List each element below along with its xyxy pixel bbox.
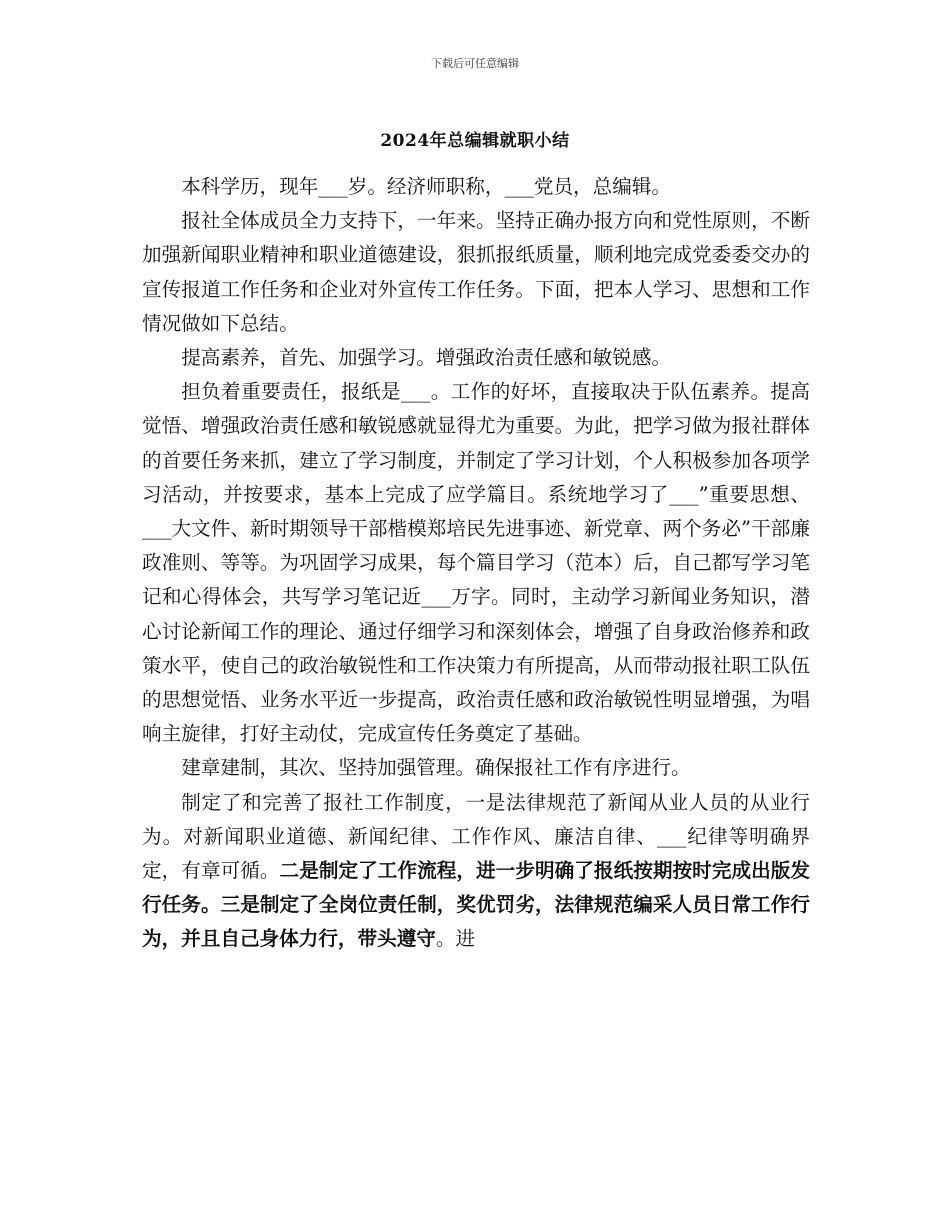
page-header-note: 下载后可任意编辑 xyxy=(431,57,519,70)
paragraph-2: 报社全体成员全力支持下，一年来。坚持正确办报方向和党性原则，不断加强新闻职业精神和职业道德建设，狠抓报纸质量，顺利地完成党委委交办的宣传报道工作任务和企业对外宣传工作任务。下面，把本人学习、思想和工作情况做如下总结。 xyxy=(142,209,810,335)
paragraph-6-start: 制定了和完善了报社工作制度，一是法律规范了新闻从业人员的从业行为。对新闻职业道德、新闻纪律、工作作风、廉洁自律、___纪律等明确界定，有章可循。 xyxy=(142,790,810,883)
document-title: 2024年总编辑就职小结 xyxy=(380,131,570,151)
document-body xyxy=(142,170,810,957)
paragraph-4: 担负着重要责任，报纸是___。工作的好坏，直接取决于队伍素养。提高觉悟、增强政治责任感和敏锐感就显得尤为重要。为此，把学习做为报社群体的首要任务来抓，建立了学习制度，并制定了学习计划，个人积极参加各项学习活动，并按要求，基本上完成了应学篇目。系统地学习了___”重要思想、___大文件、新时期领导干部楷模郑培民先进事迹、新党章、两个务必”干部廉政准则、等等。为巩固学习成果，每个篇目学习（范本）后，自己都写学习笔记和心得体会，共写学习笔记近___万字。同时，主动学习新闻业务知识，潜心讨论新闻工作的理论、通过仔细学习和深刻体会，增强了自身政治修养和政策水平，使自己的政治敏锐性和工作决策力有所提高，从而带动报社职工队伍的思想觉悟、业务水平近一步提高，政治责任感和政治敏锐性明显增强，为唱响主旋律，打好主动仗，完成宣传任务奠定了基础。 xyxy=(142,380,810,746)
paragraph-5: 建章建制，其次、坚持加强管理。确保报社工作有序进行。 xyxy=(181,756,691,780)
paragraph-6 xyxy=(142,786,810,957)
paragraph-6-bold: 二是制定了工作流程，进一步明确了报纸按期按时完成出版发行任务。三是制定了全岗位责任制，奖优罚劣，法律规范编采人员日常工作行为，并且自己身体力行，带头遵守 xyxy=(142,859,811,951)
paragraph-3: 提高素养，首先、加强学习。增强政治责任感和敏锐感。 xyxy=(181,346,672,370)
paragraph-6-end: 。进 xyxy=(435,927,476,951)
paragraph-1: 本科学历，现年___岁。经济师职称，___党员，总编辑。 xyxy=(181,175,672,198)
